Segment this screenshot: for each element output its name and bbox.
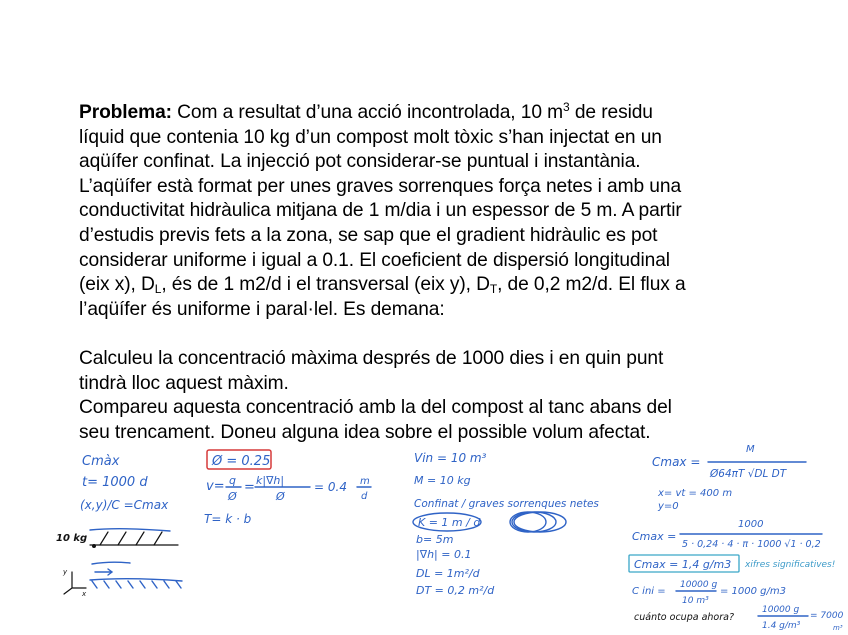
aquifer-sketch <box>90 529 182 588</box>
note-xy: (x,y)/C =Cmax <box>80 498 169 512</box>
subscript: L <box>154 282 162 297</box>
fraction-numerator: 1000 <box>738 519 764 530</box>
problem-line: de residu <box>569 102 653 123</box>
fraction-numerator: M <box>746 444 755 455</box>
axes-icon <box>62 568 87 598</box>
problem-line: (eix x), D <box>79 274 155 296</box>
axis-y-label: y <box>63 568 68 576</box>
fraction-numerator: 10000 g <box>762 605 800 615</box>
question-line: Calculeu la concentració màxima després de 1000 dies i en quin punt <box>79 347 664 369</box>
superscript: 3 <box>563 100 570 114</box>
note-dt: DT = 0,2 m²/d <box>416 584 495 597</box>
equals: = <box>244 480 255 495</box>
fraction-numerator: m <box>360 476 370 487</box>
notes-column-3 <box>413 451 599 597</box>
note-cmax: Cmàx <box>82 454 120 469</box>
problem-line: , és de 1 m2/d i el transversal (eix y), D <box>161 274 490 296</box>
question-line: tindrà lloc aquest màxim. <box>79 372 289 394</box>
problem-line: aqüífer confinat. La injecció pot considerar-se puntual i instantània. <box>79 151 641 173</box>
problem-line: Com a resultat d’una acció incontrolada, 10 m <box>171 102 564 123</box>
note-cmax-substitution: Cmax = <box>632 530 677 543</box>
note-10kg: 10 kg <box>56 533 88 544</box>
problem-line: L’aqüífer està format per unes graves sorrenques força netes i amb una <box>79 175 682 197</box>
note-cini-label: C ini = <box>632 586 666 597</box>
axis-x-label: x <box>82 590 87 598</box>
problem-line: , de 0,2 m2/d. El flux a <box>497 274 686 296</box>
unit-label: m³ <box>833 624 843 632</box>
note-volume-result: = 7000 <box>810 611 844 621</box>
note-gradient: |∇h| = 0.1 <box>416 548 472 561</box>
note-time: t= 1000 d <box>82 475 148 490</box>
note-cini-result: = 1000 g/m3 <box>720 586 787 597</box>
fraction-denominator: Ø64πT √DL DT <box>710 468 787 480</box>
note-conductivity: K = 1 m / d <box>418 516 481 529</box>
subscript: T <box>489 282 498 297</box>
note-transmissivity: T= k · b <box>204 512 252 526</box>
note-velocity-value: = 0.4 <box>314 480 347 494</box>
note-y-position: y=0 <box>658 501 679 512</box>
note-mass: M = 10 kg <box>414 474 471 487</box>
problem-line: considerar uniforme i igual a 0.1. El coeficient de dispersió longitudinal <box>79 249 670 271</box>
note-thickness: b= 5m <box>416 533 454 546</box>
note-question: cuánto ocupa ahora? <box>634 612 734 623</box>
note-significant-figures: xifres significatives! <box>745 560 836 570</box>
fraction-denominator: 5 · 0,24 · 4 · π · 1000 √1 · 0,2 <box>682 539 821 550</box>
notes-column-2 <box>204 450 371 526</box>
fraction-numerator: q <box>229 474 236 487</box>
fraction-denominator: 10 m³ <box>682 596 709 606</box>
problem-line: líquid que contenia 10 kg d’un compost molt tòxic s’han injectat en un <box>79 126 662 148</box>
note-velocity-label: v= <box>206 479 225 494</box>
fraction-denominator: Ø <box>228 490 237 503</box>
problem-line: l’aqüífer és uniforme i paral·lel. Es demana: <box>79 298 445 320</box>
note-aquifer-type: Confinat / graves sorrenques netes <box>414 498 599 510</box>
note-cmax-result: Cmax = 1,4 g/m3 <box>634 558 732 571</box>
problem-heading: Problema: <box>79 102 172 123</box>
notes-column-1 <box>56 454 182 598</box>
problem-line: d’estudis previs fets a la zona, se sap que el gradient hidràulic es pot <box>79 224 658 246</box>
problem-line: conductivitat hidràulica mitjana de 1 m/dia i un espessor de 5 m. A partir <box>79 200 682 222</box>
fraction-denominator: Ø <box>276 490 285 503</box>
note-x-position: x= vt = 400 m <box>658 488 733 499</box>
fraction-numerator: k|∇h| <box>256 474 285 487</box>
question-line: seu trencament. Doneu alguna idea sobre el possible volum afectat. <box>79 421 651 443</box>
plume-sketch <box>510 512 566 532</box>
fraction-denominator: d <box>361 491 368 502</box>
fraction-denominator: 1.4 g/m³ <box>762 621 801 631</box>
question-line: Compareu aquesta concentració amb la del compost al tanc abans del <box>79 397 672 419</box>
note-dl: DL = 1m²/d <box>416 567 480 580</box>
notes-column-4 <box>629 444 844 632</box>
note-volume: Vin = 10 m³ <box>414 451 487 465</box>
fraction-numerator: 10000 g <box>680 580 718 590</box>
note-cmax-formula: Cmax = <box>652 455 701 469</box>
note-porosity: Ø = 0.25 <box>212 454 271 469</box>
